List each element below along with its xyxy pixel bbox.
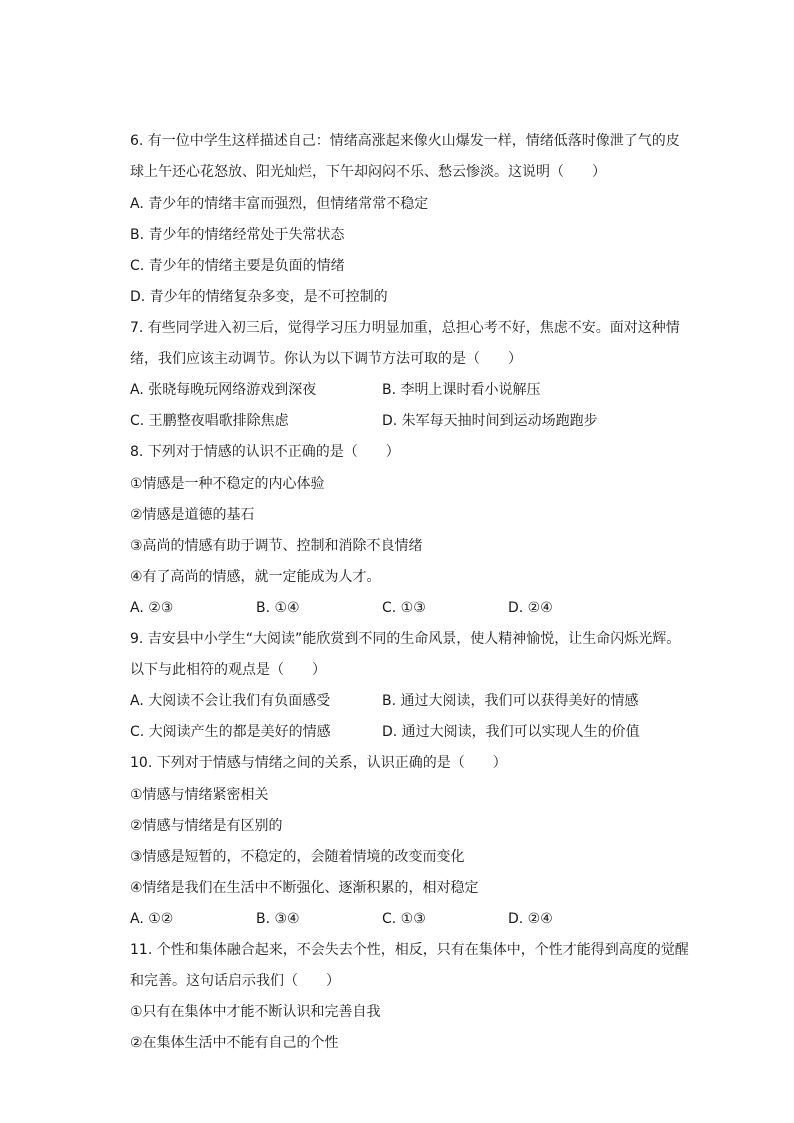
q6-option-a: A. 青少年的情绪丰富而强烈，但情绪常常不稳定 <box>130 196 429 212</box>
q8-statement-1: ①情感是一种不稳定的内心体验 <box>130 476 325 492</box>
q11-statement-2: ②在集体生活中不能有自己的个性 <box>130 1035 339 1051</box>
q10-option-a: A. ①② <box>130 911 174 927</box>
q11-stem-line-2: 和完善。这句话启示我们（ ） <box>130 973 340 989</box>
q10-statement-1: ①情感与情绪紧密相关 <box>130 787 269 803</box>
q9-option-d: D. 通过大阅读，我们可以实现人生的价值 <box>382 724 640 740</box>
q8-option-d: D. ②④ <box>508 600 553 616</box>
q11-stem-line-1: 11. 个性和集体融合起来，不会失去个性，相反，只有在集体中，个性才能得到高度的觉醒 <box>130 942 689 958</box>
q9-option-a: A. 大阅读不会让我们有负面感受 <box>130 693 331 709</box>
q6-option-d: D. 青少年的情绪复杂多变，是不可控制的 <box>130 289 388 305</box>
q7-option-a: A. 张晓每晚玩网络游戏到深夜 <box>130 382 317 398</box>
q6-stem-line-2: 球上午还心花怒放、阳光灿烂，下午却闷闷不乐、愁云惨淡。这说明（ ） <box>130 164 606 180</box>
q10-stem: 10. 下列对于情感与情绪之间的关系，认识正确的是（ ） <box>130 755 507 771</box>
q11-statement-1: ①只有在集体中才能不断认识和完善自我 <box>130 1004 381 1020</box>
q8-statement-3: ③高尚的情感有助于调节、控制和消除不良情绪 <box>130 538 423 554</box>
q10-option-c: C. ①③ <box>382 911 426 927</box>
q6-option-c: C. 青少年的情绪主要是负面的情绪 <box>130 258 345 274</box>
q6-option-b: B. 青少年的情绪经常处于失常状态 <box>130 227 345 243</box>
q8-stem: 8. 下列对于情感的认识不正确的是（ ） <box>130 444 400 460</box>
q7-option-b: B. 李明上课时看小说解压 <box>382 382 541 398</box>
q10-statement-2: ②情感与情绪是有区别的 <box>130 818 283 834</box>
q7-stem-line-1: 7. 有些同学进入初三后，觉得学习压力明显加重，总担心考不好，焦虑不安。面对这种情 <box>130 320 680 336</box>
q10-statement-3: ③情感是短暂的，不稳定的，会随着情境的改变而变化 <box>130 849 465 865</box>
q7-option-c: C. 王鹏整夜唱歌排除焦虑 <box>130 413 289 429</box>
q10-statement-4: ④情绪是我们在生活中不断强化、逐渐积累的，相对稳定 <box>130 880 479 896</box>
q10-option-b: B. ③④ <box>256 911 300 927</box>
q8-option-b: B. ①④ <box>256 600 300 616</box>
q9-stem-line-1: 9. 吉安县中小学生“大阅读”能欣赏到不同的生命风景，使人精神愉悦，让生命闪烁光辉。 <box>130 631 681 647</box>
q9-stem-line-2: 以下与此相符的观点是（ ） <box>130 662 326 678</box>
q8-statement-2: ②情感是道德的基石 <box>130 507 255 523</box>
q9-option-c: C. 大阅读产生的都是美好的情感 <box>130 724 331 740</box>
q6-stem-line-1: 6. 有一位中学生这样描述自己：情绪高涨起来像火山爆发一样，情绪低落时像泄了气的皮 <box>130 133 680 149</box>
q8-statement-4: ④有了高尚的情感，就一定能成为人才。 <box>130 569 381 585</box>
q8-option-a: A. ②③ <box>130 600 174 616</box>
q7-option-d: D. 朱军每天抽时间到运动场跑跑步 <box>382 413 598 429</box>
q10-option-d: D. ②④ <box>508 911 553 927</box>
q9-option-b: B. 通过大阅读，我们可以获得美好的情感 <box>382 693 639 709</box>
q8-option-c: C. ①③ <box>382 600 426 616</box>
q7-stem-line-2: 绪，我们应该主动调节。你认为以下调节方法可取的是（ ） <box>130 351 522 367</box>
